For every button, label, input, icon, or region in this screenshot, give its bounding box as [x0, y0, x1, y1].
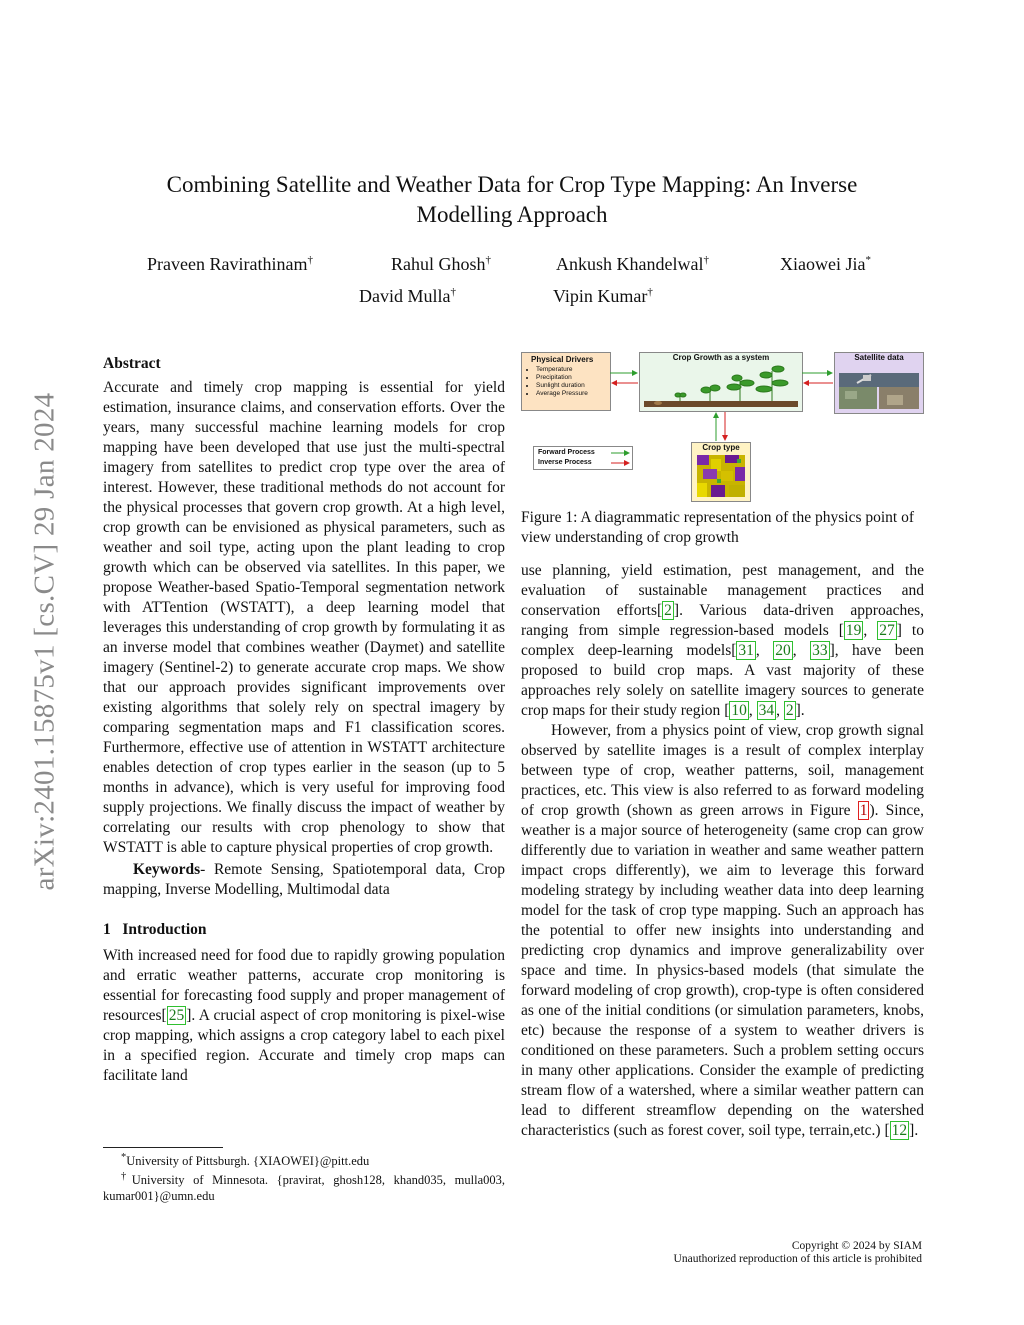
author: Ankush Khandelwal† [556, 254, 709, 274]
section-heading: 1 Introduction [103, 921, 207, 938]
footnote-1: *University of Pittsburgh. {XIAOWEI}@pitt.edu [121, 1152, 370, 1169]
physical-drivers-title: Physical Drivers [531, 355, 594, 364]
copyright-notice [674, 1240, 922, 1266]
title-line-1: Combining Satellite and Weather Data for Crop Type Mapping: An Inverse [166, 172, 858, 197]
driver-item: • Average Pressure [536, 390, 610, 398]
satellite-images [837, 365, 921, 411]
arxiv-identifier: arXiv:2401.15875v1 [cs.CV] 29 Jan 2024 [28, 392, 61, 891]
author: David Mulla† [359, 286, 456, 306]
driver-item: • Precipitation [536, 374, 610, 382]
body-paragraph: However, from a physics point of view, crop growth signal observed by satellite images is a result of complex interplay between type of crop, weather patterns, soil, management practices, etc. This view is also referred to as forward modeling of crop growth (shown as green arrows in Figure 1 ). Since, weather is a major source of heterogeneity (same crop can grow differently due to variation in weather and same weather pattern impact crops differently), we aim to leverage this forward modeling strategy by including weather data into deep learning model for the task of crop type mapping. Such an approach has the potential to offer new insights into understanding and predicting crop dynamics and improve generalizability over space and time. In physics-based models (that simulate the forward modeling of crop growth), crop-type is often considered as one of the initial conditions (or simulation parameters, knobs, etc) because the response of a system to weather drivers is conditioned on these parameters. Such a problem setting occurs in many other applications. Consider the example of predicting stream flow of a watershed, where a similar weather pattern can lead to different streamflow depending on the watershed characteristics (such as forest cover, soil type, terrain,etc.) [ 12 ]. [521, 722, 924, 1139]
crop-growth-title: Crop Growth as a system [672, 353, 770, 362]
body-paragraph: use planning, yield estimation, pest management, and the evaluation of sustainable management practices and conservation efforts[ 2 ]. Various data-driven approaches, ranging from simple regression-based models [ 19 , 27 ] to complex deep-learning models[ 31 , 20 , 33 ], have been proposed to build crop maps. A vast majority of these approaches rely solely on satellite imagery sources to generate crop maps for their study region [ 10 , 34 , 2 ]. [521, 562, 925, 719]
footnotes [103, 1150, 505, 1204]
crop-type-title: Crop type [702, 443, 740, 452]
abstract-heading: Abstract [103, 355, 161, 372]
satellite-data-title: Satellite data [854, 353, 904, 362]
driver-item: • Temperature [536, 366, 610, 374]
citation-link[interactable]: 31 [738, 642, 754, 659]
citation-link[interactable]: 12 [891, 1122, 908, 1139]
keywords-label: Keywords [133, 861, 201, 878]
process-legend [533, 446, 633, 470]
author: Xiaowei Jia* [780, 254, 871, 274]
drivers-list [536, 366, 610, 398]
author: Vipin Kumar† [553, 286, 653, 306]
abstract-text: Accurate and timely crop mapping is essential for yield estimation, insurance claims, and conservation efforts. Over the years, many successful machine learning models for crop mapping have been developed that use just the multi-spectral imagery from satellites to predict crop type over the area of interest. However, these traditional methods do not account for the physical processes that govern crop growth. At a high level, crop growth can be envisioned as physical parameters, such as weather and soil type, acting upon the plant leading to crop growth which can be observed via satellites. In this paper, we propose Weather-based Spatio-Temporal segmentation network with ATTention (WSTATT), a deep learning model that leverages this understanding of crop growth by formulating it as an inverse model that combines weather (Daymet) and satellite imagery (Sentinel-2) to generate accurate crop maps. We show that our approach provides significant improvements over existing algorithms that solely rely on spectral imagery by comparing segmentation maps and F1 classification scores. Furthermore, effective use of attention in WSTATT architecture enables detection of crop types earlier in the season (up to 5 months in advance), which is very useful for improving food supply projections. We finally discuss the impact of weather by correlating our results with crop phenology to show that WSTATT is able to capture physical properties of crop growth. [103, 379, 505, 856]
citation-link[interactable]: 27 [879, 622, 895, 639]
copyright-line-2: Unauthorized reproduction of this article is prohibited [673, 1253, 922, 1265]
seedlings-illustration [640, 363, 802, 411]
crop-type-box [691, 442, 751, 502]
physical-drivers-box [521, 352, 611, 411]
figure-reference-link[interactable]: 1 [859, 802, 868, 819]
crop-growth-box [639, 352, 803, 412]
author: Rahul Ghosh† [391, 254, 491, 274]
keywords [103, 860, 505, 900]
title-line-2: Modelling Approach [416, 202, 608, 227]
left-column [103, 354, 505, 1086]
figure-1-diagram [521, 350, 925, 504]
copyright-line-1: Copyright © 2024 by SIAM [791, 1240, 922, 1252]
citation-link[interactable]: 34 [758, 702, 775, 719]
author: Praveen Ravirathinam† [147, 254, 313, 274]
paper-title [100, 170, 924, 230]
intro-paragraph: With increased need for food due to rapidly growing population and erratic weather patterns, accurate crop monitoring is essential for forecasting food supply and proper management of resources[ 25 ]. A crucial aspect of crop monitoring is pixel-wise crop mapping, which assigns a crop category label to each pixel in a specified region. Accurate and timely crop maps can facilitate land [103, 947, 505, 1084]
citation-link[interactable]: 33 [812, 642, 828, 659]
citation-link[interactable]: 19 [845, 622, 862, 639]
satellite-data-box [834, 352, 924, 414]
citation-link[interactable]: 25 [168, 1007, 185, 1024]
citation-link[interactable]: 20 [775, 642, 791, 659]
crop-map-image [697, 455, 745, 497]
right-column [521, 561, 924, 1141]
figure-1-caption: Figure 1: A diagrammatic representation of the physics point of view understanding of crop growth [521, 509, 915, 546]
citation-link[interactable]: 2 [664, 602, 672, 619]
citation-link[interactable]: 10 [731, 702, 747, 719]
footnote-rule [103, 1147, 223, 1148]
legend-forward-label: Forward Process [538, 449, 595, 456]
keywords-text: - Remote Sensing, Spatiotemporal data, Crop mapping, Inverse Modelling, Multimodal data [103, 861, 505, 898]
legend-inverse-label: Inverse Process [538, 459, 592, 466]
footnote-2: †University of Minnesota. {pravirat, ghosh128, khand035, mulla003, kumar001}@umn.edu [103, 1171, 506, 1204]
citation-link[interactable]: 2 [785, 702, 794, 719]
driver-item: • Sunlight duration [536, 382, 610, 390]
